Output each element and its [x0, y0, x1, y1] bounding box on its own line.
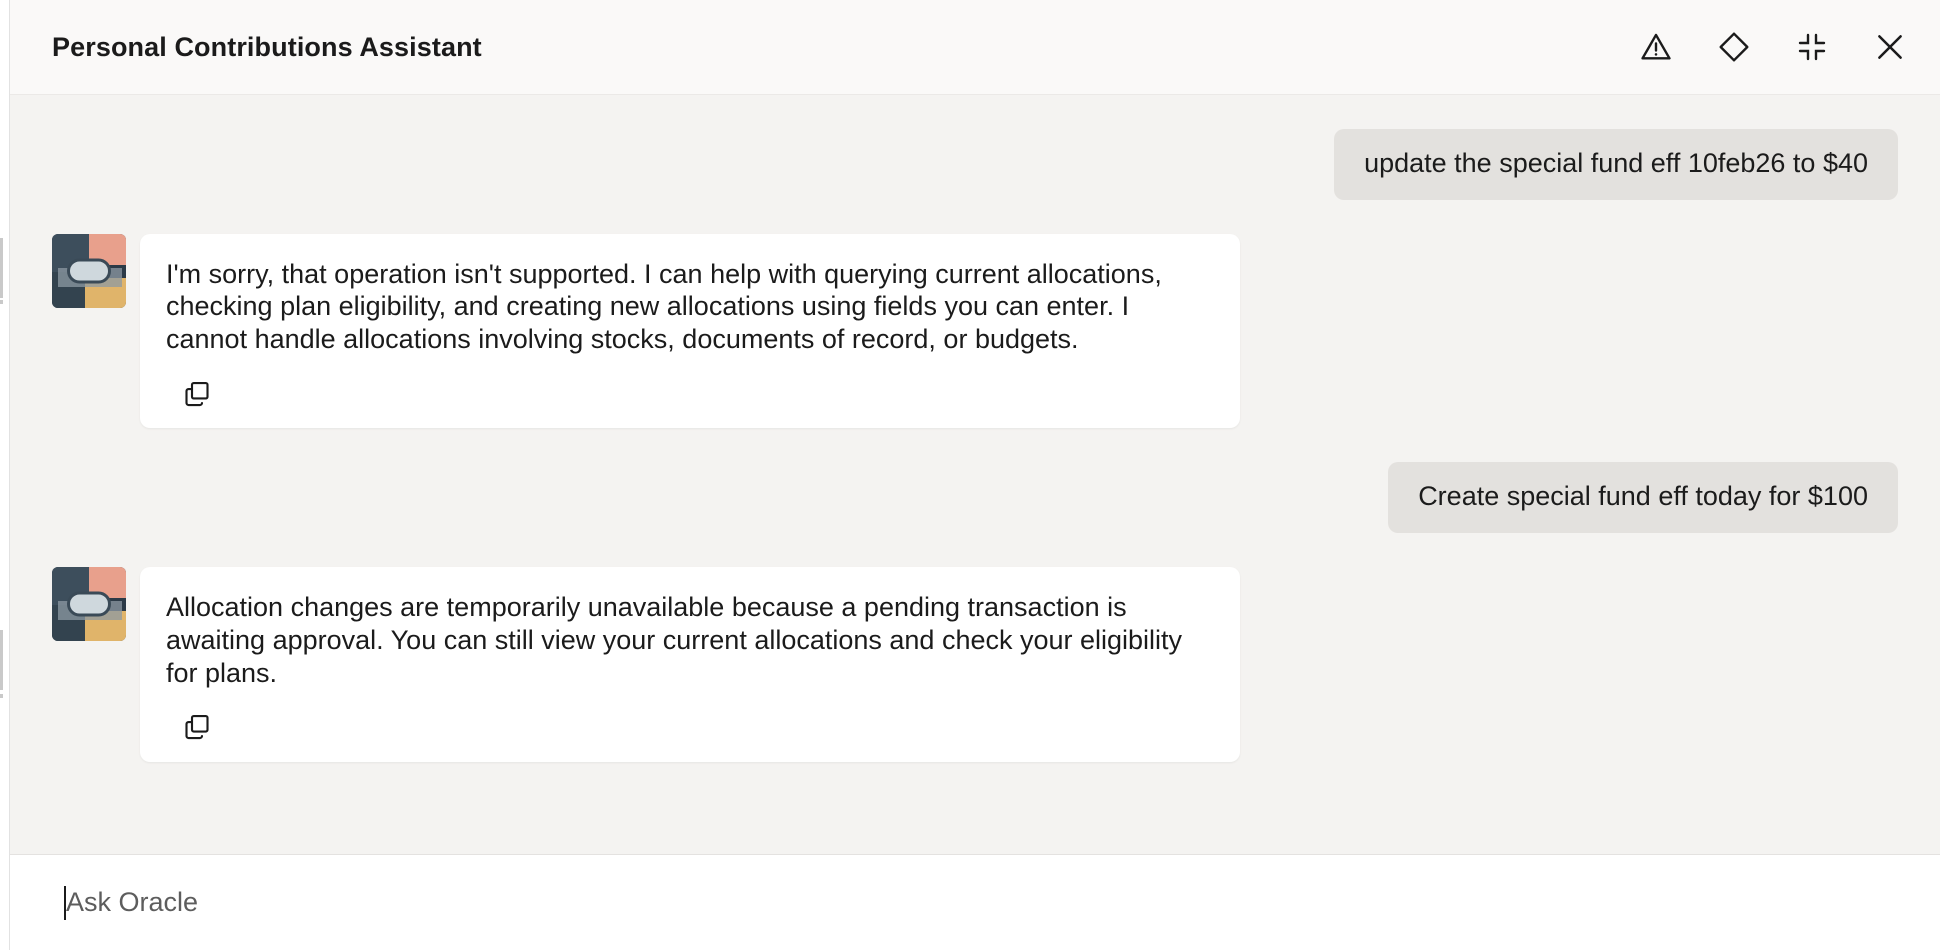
page-edge-mark: [0, 300, 3, 304]
assistant-panel: [10, 0, 1940, 950]
composer-bar: [10, 854, 1940, 950]
message-actions: [166, 378, 1210, 412]
user-message-bubble: Create special fund eff today for $100: [1388, 462, 1898, 533]
ask-oracle-input[interactable]: [66, 887, 1898, 918]
close-icon: [1873, 30, 1907, 64]
panel-header: [10, 0, 1940, 95]
header-actions: [1634, 25, 1912, 69]
assistant-message-text: Allocation changes are temporarily unavailable because a pending transaction is awaiting approval. You can still view your current allocations and check your eligibility for plans.: [166, 591, 1183, 688]
assistant-avatar: [52, 567, 126, 641]
page-edge-mark: [0, 238, 3, 298]
assistant-message-text: I'm sorry, that operation isn't supported. I can help with querying current allocations, checking plan eligibility, and creating new allocations using fields you can enter. I cannot handle allocations involving stocks, documents of record, or budgets.: [166, 258, 1162, 355]
message-row-user: [52, 462, 1898, 533]
page-edge-mark: [0, 694, 3, 698]
assistant-message-bubble: [140, 567, 1240, 762]
warning-icon-button[interactable]: [1634, 25, 1678, 69]
assistant-message-bubble: [140, 234, 1240, 429]
copy-button[interactable]: [180, 378, 214, 412]
copy-button[interactable]: [180, 712, 214, 746]
page-title: Personal Contributions Assistant: [52, 31, 482, 62]
message-actions: [166, 712, 1210, 746]
assistant-avatar: [52, 234, 126, 308]
conversation-list[interactable]: [10, 95, 1940, 854]
copy-icon: [182, 379, 212, 412]
message-row-user: [52, 129, 1898, 200]
close-icon-button[interactable]: [1868, 25, 1912, 69]
eraser-icon: [1717, 30, 1751, 64]
user-message-bubble: update the special fund eff 10feb26 to $40: [1334, 129, 1898, 200]
message-row-assistant: [52, 234, 1898, 429]
page-edge-strip: [0, 0, 10, 950]
copy-icon: [182, 712, 212, 745]
text-caret: [64, 886, 66, 920]
composer-input-wrap: [66, 887, 1898, 918]
collapse-icon: [1796, 31, 1828, 63]
collapse-icon-button[interactable]: [1790, 25, 1834, 69]
message-row-assistant: [52, 567, 1898, 762]
eraser-icon-button[interactable]: [1712, 25, 1756, 69]
page-edge-mark: [0, 630, 3, 690]
warning-icon: [1639, 30, 1673, 64]
